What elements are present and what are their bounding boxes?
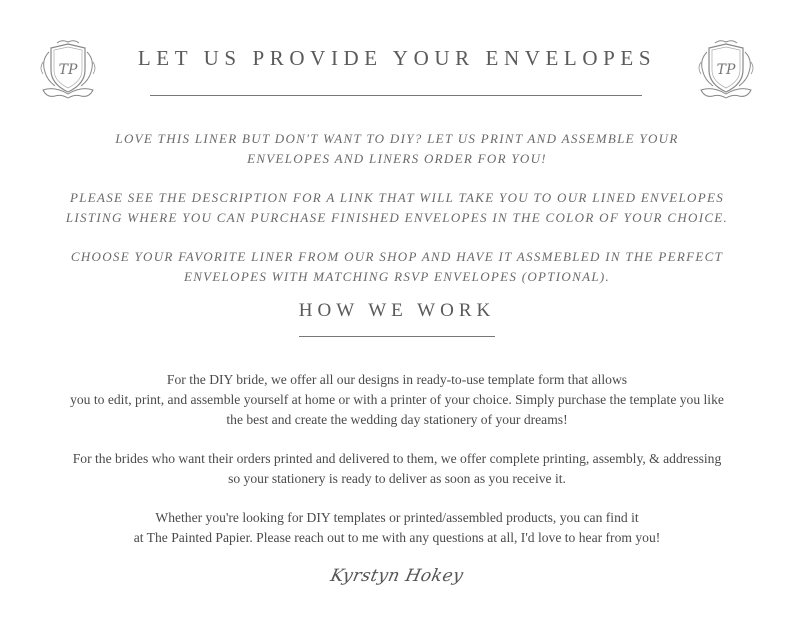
section-divider (299, 336, 495, 337)
intro-paragraph (40, 129, 754, 169)
body-line: Whether you're looking for DIY templates or printed/assembled products, you can find it (155, 510, 639, 525)
intro-paragraph (40, 247, 754, 287)
body-line: at The Painted Papier. Please reach out to me with any questions at all, I'd love to hear from you! (133, 530, 661, 545)
intro-line: CHOOSE YOUR FAVORITE LINER FROM OUR SHOP AND HAVE IT ASSMEBLED IN THE PERFECT (70, 249, 724, 264)
how-we-work-section (40, 370, 754, 567)
section-title-how-we-work: HOW WE WORK (298, 300, 496, 321)
intro-line: PLEASE SEE THE DESCRIPTION FOR A LINK THAT WILL TAKE YOU TO OUR LINED ENVELOPES (69, 190, 725, 205)
body-paragraph (40, 508, 754, 548)
intro-line: LISTING WHERE YOU CAN PURCHASE FINISHED ENVELOPES IN THE COLOR OF YOUR CHOICE. (65, 210, 729, 225)
body-line: you to edit, print, and assemble yourself at home or with a printer of your choice. Simply purchase the template you like (70, 392, 724, 407)
body-line: For the DIY bride, we offer all our designs in ready-to-use template form that allows (166, 372, 628, 387)
body-line: the best and create the wedding day stationery of your dreams! (226, 412, 568, 427)
intro-line: ENVELOPES WITH MATCHING RSVP ENVELOPES (OPTIONAL). (183, 269, 611, 284)
intro-line: ENVELOPES AND LINERS ORDER FOR YOU! (247, 151, 547, 166)
signature: Kyrstyn Hokey (328, 566, 466, 586)
body-line: so your stationery is ready to deliver as soon as you receive it. (228, 471, 566, 486)
crest-right-text: TP (716, 62, 736, 78)
intro-section (40, 129, 754, 306)
intro-paragraph (40, 188, 754, 228)
body-paragraph (40, 370, 754, 430)
page-title: LET US PROVIDE YOUR ENVELOPES (137, 46, 657, 70)
intro-line: LOVE THIS LINER BUT DON'T WANT TO DIY? LET US PRINT AND ASSEMBLE YOUR (115, 131, 679, 146)
crest-left-text: TP (58, 62, 78, 78)
body-line: For the brides who want their orders printed and delivered to them, we offer complete printing, assembly, & addressing (72, 451, 722, 466)
body-paragraph (40, 449, 754, 489)
title-divider (150, 95, 642, 96)
